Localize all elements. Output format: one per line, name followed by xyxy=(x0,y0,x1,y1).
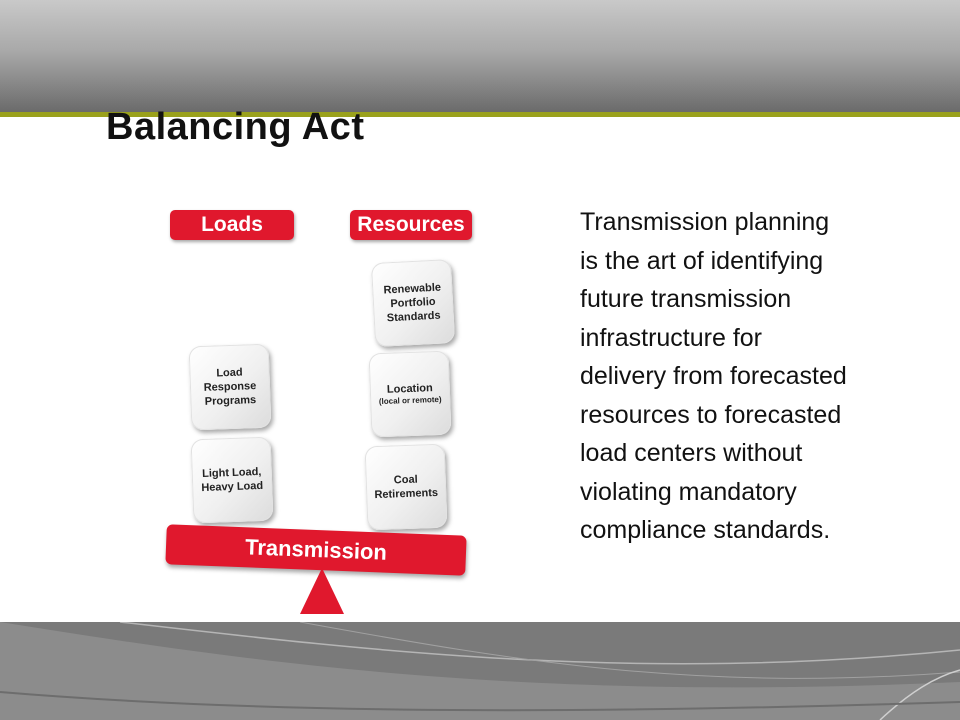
load-card-light-heavy xyxy=(191,437,274,524)
resources-header: Resources xyxy=(350,210,472,240)
resource-card-label: Renewable Portfolio Standards xyxy=(383,281,442,325)
resource-card-location-label: Location xyxy=(386,381,433,396)
transmission-beam: Transmission xyxy=(165,524,466,575)
footer-band xyxy=(0,622,960,720)
slide-body-text: Transmission planning is the art of identifying future transmission infrastructure for delivery from forecasted resources to forecasted load centers without violating mandatory compliance standards. xyxy=(580,208,847,544)
resource-card-label: Coal Retirements xyxy=(374,473,439,502)
resource-card-coal xyxy=(365,444,448,531)
load-card-label: Load Response Programs xyxy=(203,366,257,409)
resource-card-location xyxy=(369,351,452,438)
footer-swoosh-decoration xyxy=(0,622,960,720)
slide-title: Balancing Act xyxy=(106,106,365,148)
load-card-label: Light Load, Heavy Load xyxy=(201,465,264,495)
load-card-response-programs xyxy=(189,344,272,431)
resource-card-renewable xyxy=(371,259,455,347)
header-band xyxy=(0,0,960,112)
loads-header: Loads xyxy=(170,210,294,240)
resource-card-label xyxy=(378,366,443,421)
resource-card-location-sublabel: (local or remote) xyxy=(378,394,442,407)
fulcrum-triangle-icon xyxy=(298,566,346,616)
